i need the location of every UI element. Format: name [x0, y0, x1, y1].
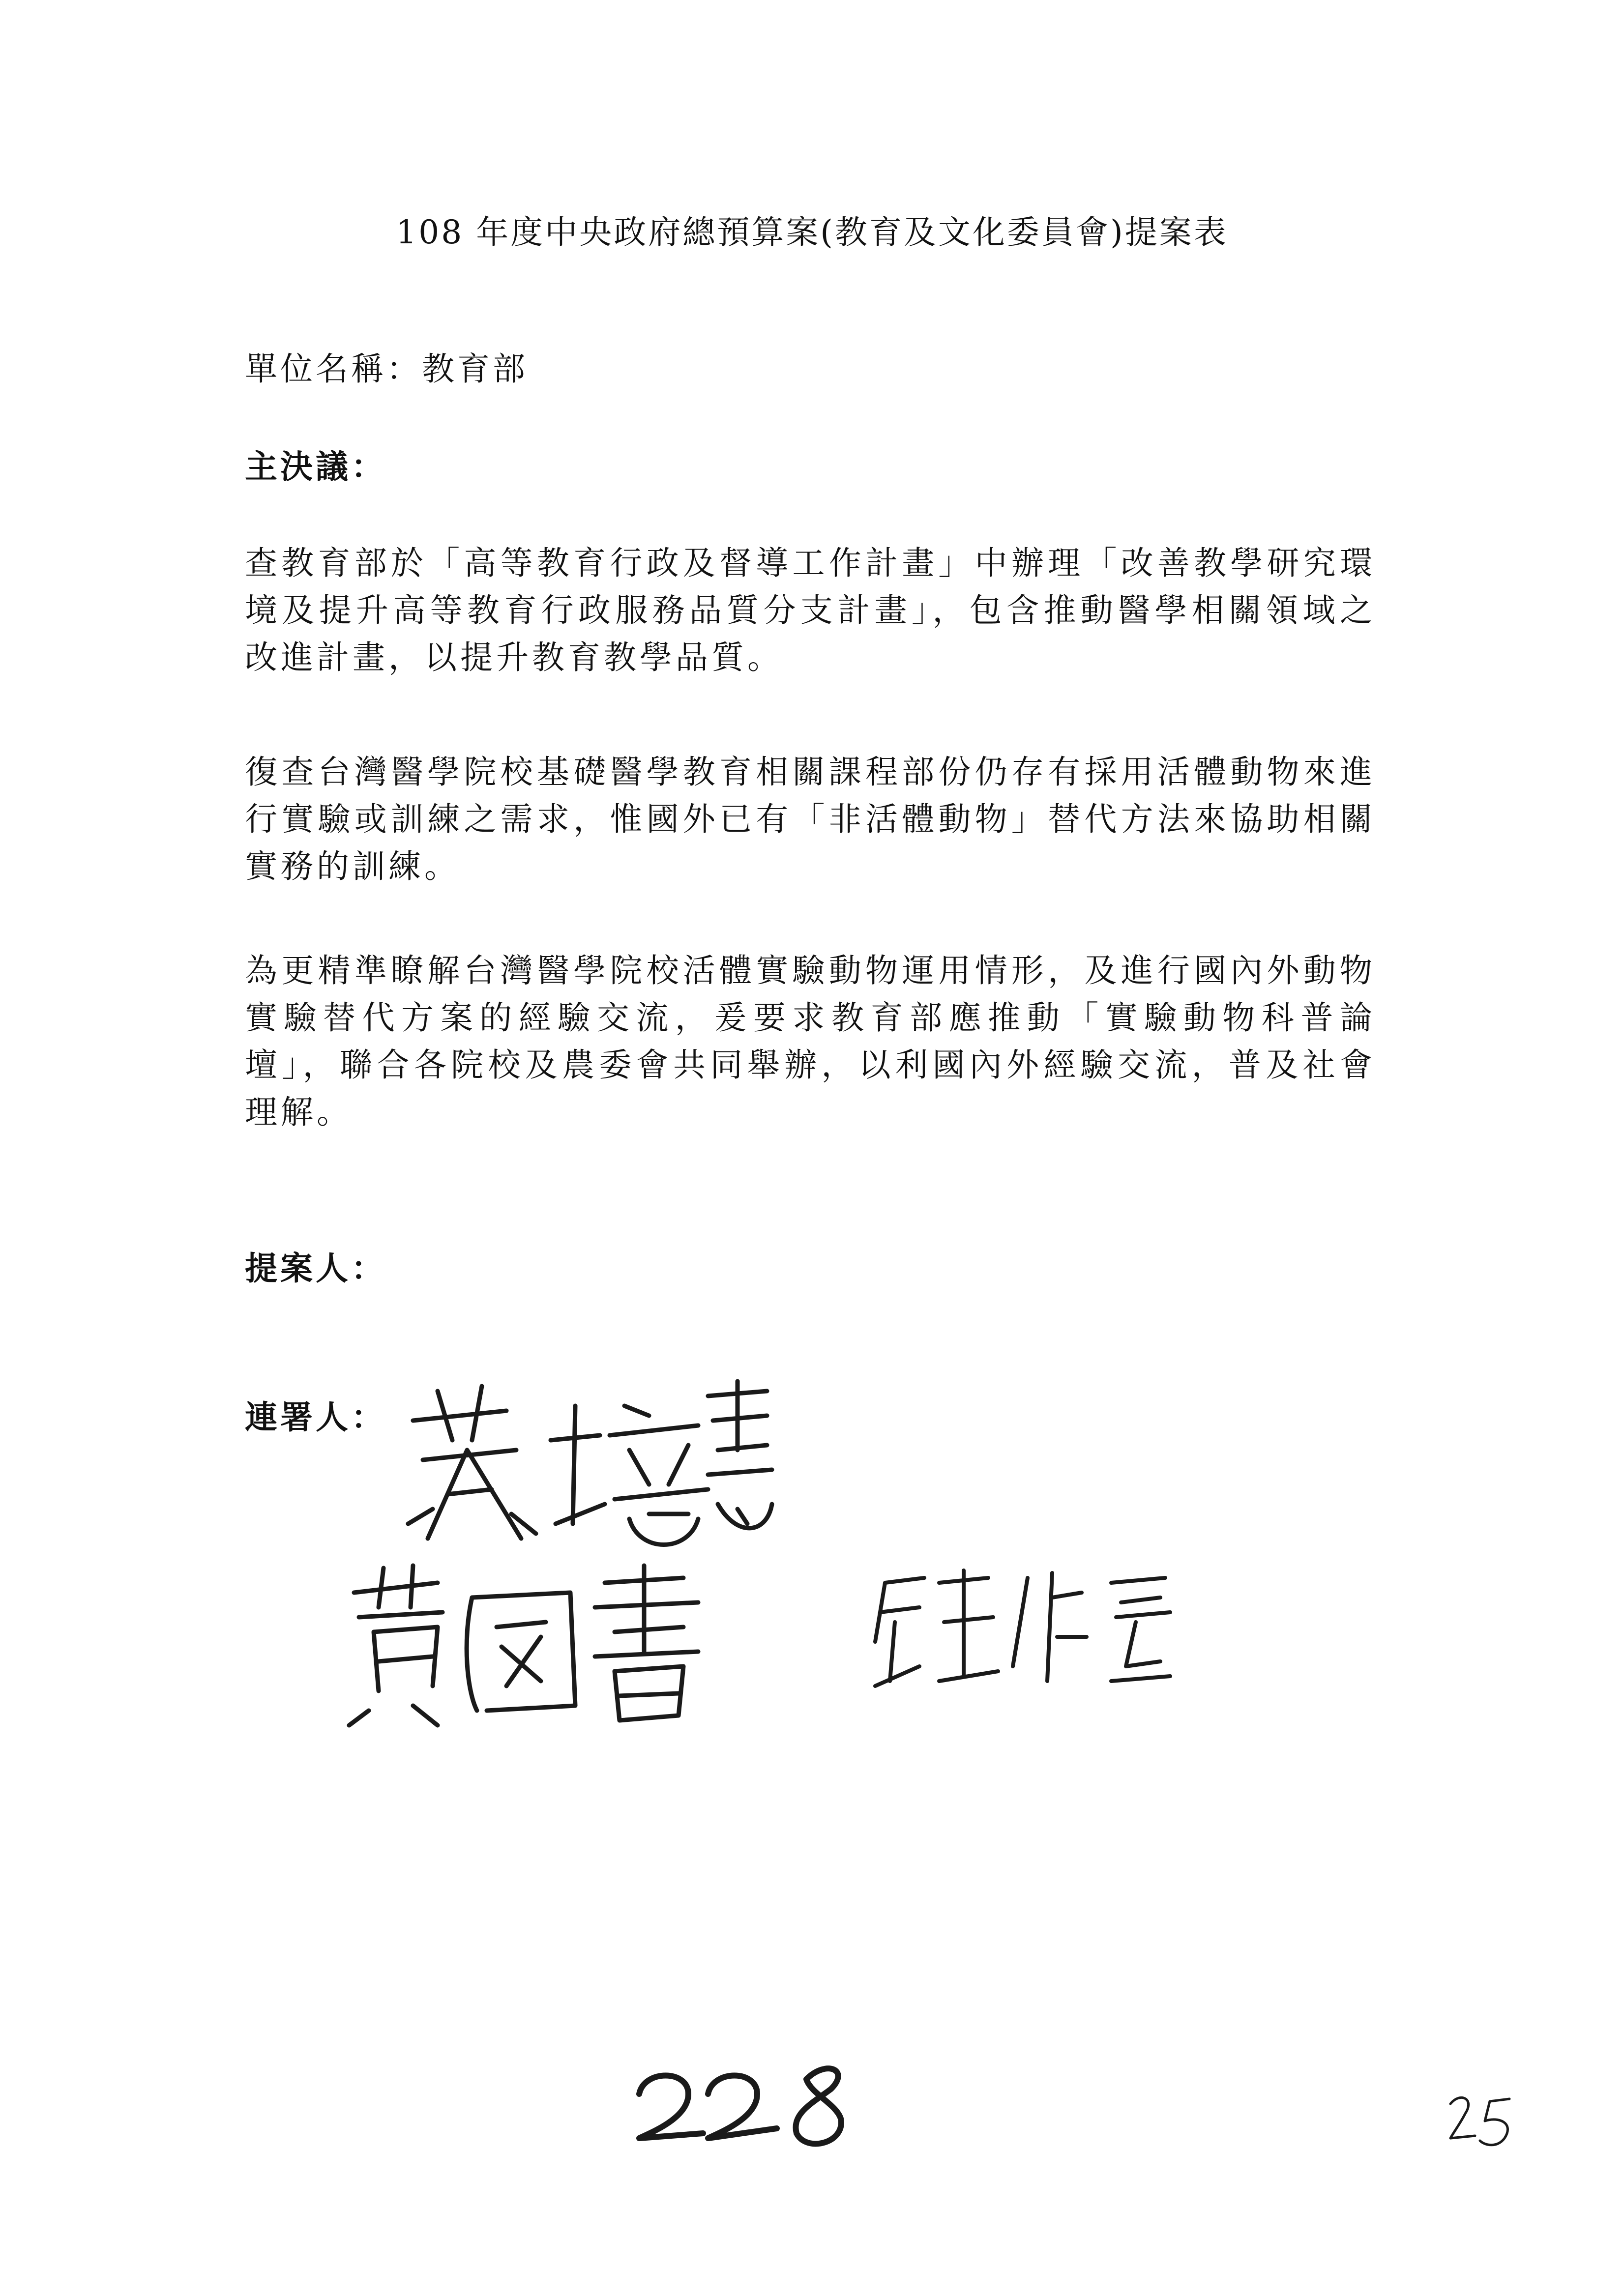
signature-3: [865, 1568, 1180, 1696]
signature-1: [393, 1376, 777, 1583]
unit-name-line: [245, 350, 528, 388]
proposer-label: 提案人：: [245, 1249, 386, 1287]
document-title: 108 年度中央政府總預算案(教育及文化委員會)提案表: [396, 213, 1228, 251]
unit-value: 教育部: [422, 350, 528, 388]
signature-2: [339, 1563, 723, 1730]
main-resolution-label: 主決議：: [245, 447, 386, 486]
paragraph-1: 查教育部於「高等教育行政及督導工作計畫」中辦理「改善教學研究環境及提升高等教育行政服務品質分支計畫」，包含推動醫學相關領域之改進計畫，以提升教育教學品質。: [245, 544, 1376, 676]
cosigner-label: 連署人：: [245, 1398, 386, 1436]
paragraph-3: 為更精準瞭解台灣醫學院校活體實驗動物運用情形，及進行國內外動物實驗替代方案的經驗交流，爰要求教育部應推動「實驗動物科普論壇」，聯合各院校及農委會共同舉辦，以利國內外經驗交流，普及社會理解。: [245, 952, 1376, 1131]
paragraph-2: 復查台灣醫學院校基礎醫學教育相關課程部份仍存有採用活體動物來進行實驗或訓練之需求，惟國外已有「非活體動物」替代方法來協助相關實務的訓練。: [245, 753, 1376, 885]
handwritten-corner-mark: [1446, 2089, 1519, 2153]
unit-label: 單位名稱：: [245, 350, 422, 388]
handwritten-page-number: [629, 2050, 860, 2158]
